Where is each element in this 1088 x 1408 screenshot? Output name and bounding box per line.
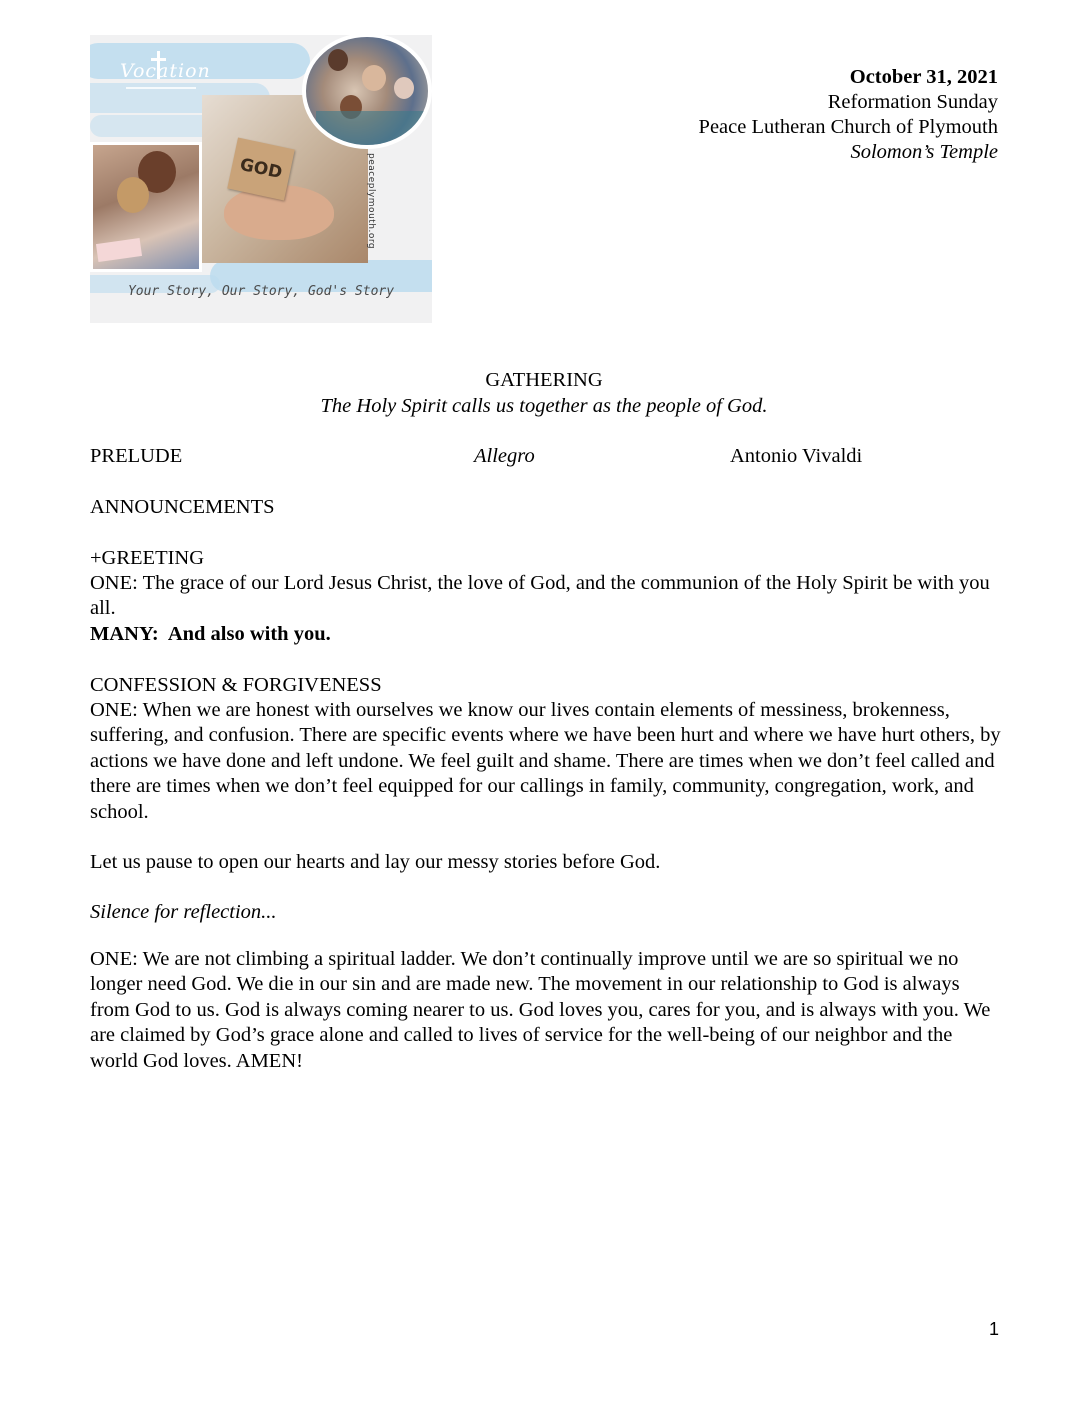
vocation-banner-image	[90, 35, 432, 323]
god-card: GOD	[227, 138, 295, 201]
church-name: Peace Lutheran Church of Plymouth	[698, 116, 998, 138]
prelude-piece: Allegro	[474, 445, 535, 467]
celebrating-group-photo	[302, 35, 432, 149]
greeting-one: ONE: The grace of our Lord Jesus Christ, the love of God, and the communion of the Holy Spirit be with you all.	[90, 572, 990, 620]
mother-daughter-reading-photo	[90, 142, 202, 272]
prelude-composer: Antonio Vivaldi	[730, 445, 863, 467]
gathering-subtitle: The Holy Spirit calls us together as the people of God.	[320, 395, 768, 417]
confession-pause: Let us pause to open our hearts and lay our messy stories before God.	[90, 851, 661, 873]
website-url: peaceplymouth.org	[366, 153, 376, 250]
confession-one-2: ONE: We are not climbing a spiritual ladder. We don’t continually improve until we are so spiritual we no longer need God. We die in our sin and are made new. The movement in our relationship to God is always from God to us. God is always coming nearer to us. God loves you, cares for you, and is always with you. We are claimed by God’s grace alone and called to lives of service for the well-being of our neighbor and the world God loves. AMEN!	[90, 948, 991, 1072]
page-number: 1	[988, 1319, 999, 1339]
service-date: October 31, 2021	[849, 66, 998, 88]
service-occasion: Reformation Sunday	[827, 91, 998, 113]
prelude-label: PRELUDE	[90, 445, 183, 467]
vocation-logo: Vocation	[120, 60, 211, 82]
service-location: Solomon’s Temple	[850, 141, 998, 163]
confession-silence: Silence for reflection...	[90, 901, 277, 923]
greeting-label: +GREETING	[90, 547, 205, 569]
confession-one-1: ONE: When we are honest with ourselves we know our lives contain elements of messiness, brokenness, suffering, and confusion. There are specific events where we have been hurt and where we have hurt others, by actions we have done and left undone. We feel guilt and shame. There are times when we don’t feel called and there are times when we don’t feel equipped for our callings in family, community, congregation, work, and school.	[90, 699, 1001, 823]
greeting-many-response: MANY: And also with you.	[90, 623, 331, 645]
announcements-label: ANNOUNCEMENTS	[90, 496, 275, 518]
confession-label: CONFESSION & FORGIVENESS	[90, 674, 382, 696]
section-heading-gathering: GATHERING	[485, 369, 603, 391]
banner-tagline: Your Story, Our Story, God's Story	[127, 284, 395, 299]
